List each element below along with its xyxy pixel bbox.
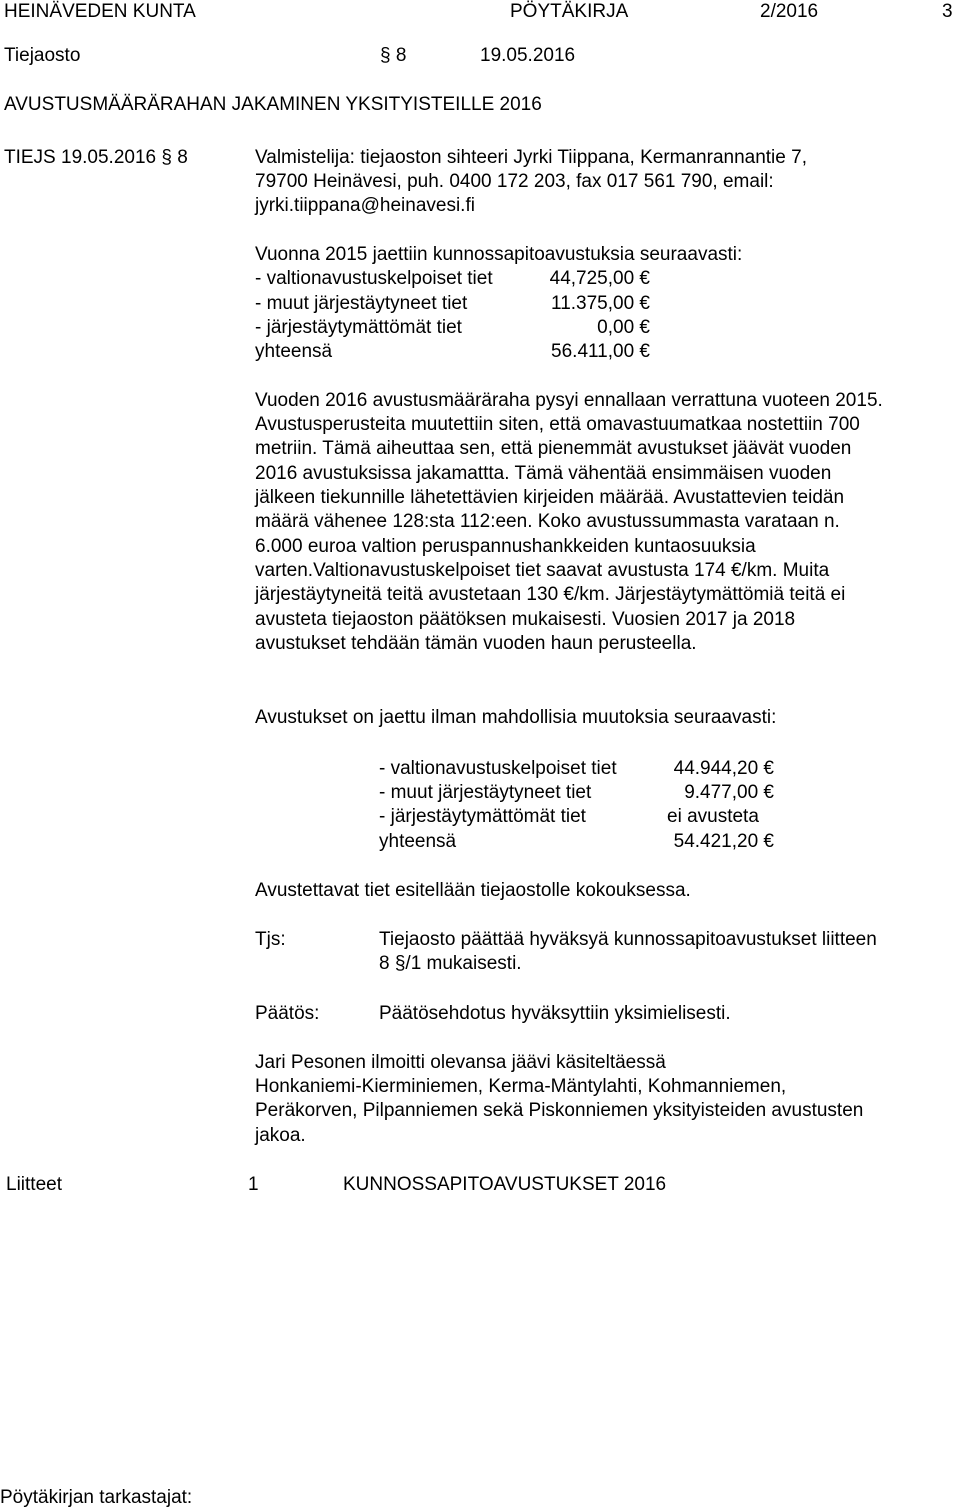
table-2016-intro: Avustukset on jaettu ilman mahdollisia muutoksia seuraavasti: (255, 707, 777, 728)
doc-number: 2/2016 (760, 1, 819, 22)
disqualification-line: Peräkorven, Pilpanniemen sekä Piskonniemen yksityisteiden avustusten (255, 1100, 864, 1121)
body-line: Avustusperusteita muutettiin siten, että omavastuumatkaa nostettiin 700 (255, 414, 860, 435)
body-line: Vuoden 2016 avustusmääräraha pysyi ennallaan verrattuna vuoteen 2015. (255, 390, 883, 411)
body-line: varten.Valtionavustuskelpoiset tiet saavat avustusta 174 €/km. Muita (255, 560, 830, 581)
table-2015-intro: Vuonna 2015 jaettiin kunnossapitoavustuksia seuraavasti: (255, 244, 743, 265)
body-line: jälkeen tiekunnille lähetettävien kirjeiden määrää. Avustattevien teidän (255, 487, 845, 508)
presentation-note: Avustettavat tiet esitellään tiejaostolle kokouksessa. (255, 880, 691, 901)
preparer-line: 79700 Heinävesi, puh. 0400 172 203, fax 017 561 790, email: (255, 171, 774, 192)
disqualification-line: jakoa. (255, 1125, 306, 1146)
body-line: avustukset tehdään tämän vuoden haun perusteella. (255, 633, 697, 654)
table-row-value: 0,00 € (597, 317, 650, 338)
table-row-value: 54.421,20 € (673, 831, 774, 852)
attachment-title: KUNNOSSAPITOAVUSTUKSET 2016 (343, 1174, 667, 1195)
decision-label: Päätös: (255, 1003, 320, 1024)
page-title: AVUSTUSMÄÄRÄRAHAN JAKAMINEN YKSITYISTEILLE 2016 (4, 94, 542, 115)
meeting-date: 19.05.2016 (480, 45, 576, 66)
preparer-email: jyrki.tiippana@heinavesi.fi (255, 195, 475, 216)
body-line: metriin. Tämä aiheuttaa sen, että pienemmät avustukset jäävät vuoden (255, 438, 852, 459)
table-row-label: - valtionavustuskelpoiset tiet (255, 268, 493, 289)
org-name: HEINÄVEDEN KUNTA (4, 1, 196, 22)
doc-type: PÖYTÄKIRJA (510, 1, 629, 22)
table-row-label: - muut järjestäytyneet tiet (379, 782, 592, 803)
attachment-number: 1 (248, 1174, 259, 1195)
body-line: järjestäytyneitä teitä avustetaan 130 €/km. Järjestäytymättömiä teitä ei (255, 584, 846, 605)
table-row-label: yhteensä (255, 341, 333, 362)
proposal-line: Tiejaosto päättää hyväksyä kunnossapitoavustukset liitteen (379, 929, 877, 950)
table-row-label: - muut järjestäytyneet tiet (255, 293, 468, 314)
body-line: määrä vähenee 128:sta 112:een. Koko avustussummasta varataan n. (255, 511, 840, 532)
proposal-label: Tjs: (255, 929, 286, 950)
section-number: § 8 (380, 45, 407, 66)
table-row-label: - valtionavustuskelpoiset tiet (379, 758, 617, 779)
preparer-line: Valmistelija: tiejaoston sihteeri Jyrki Tiippana, Kermanrannantie 7, (255, 147, 807, 168)
table-row-value: 11.375,00 € (551, 293, 650, 314)
body-line: 2016 avustuksissa jakamattta. Tämä vähentää ensimmäisen vuoden (255, 463, 832, 484)
table-row-value: 44.944,20 € (673, 758, 774, 779)
decision-text: Päätösehdotus hyväksyttiin yksimielisesti. (379, 1003, 731, 1024)
page-number: 3 (942, 1, 953, 22)
table-row-label: - järjestäytymättömät tiet (255, 317, 462, 338)
body-line: avusteta tiejaoston päätöksen mukaisesti. Vuosien 2017 ja 2018 (255, 609, 796, 630)
disqualification-line: Jari Pesonen ilmoitti olevansa jäävi käsiteltäessä (255, 1052, 666, 1073)
committee-name: Tiejaosto (4, 45, 81, 66)
item-reference: TIEJS 19.05.2016 § 8 (4, 147, 188, 168)
table-row-value: 9.477,00 € (684, 782, 774, 803)
body-line: 6.000 euroa valtion peruspannushankkeiden kuntaosuuksia (255, 536, 756, 557)
table-row-label: - järjestäytymättömät tiet (379, 806, 586, 827)
proposal-line: 8 §/1 mukaisesti. (379, 953, 522, 974)
table-row-label: yhteensä (379, 831, 457, 852)
attachments-label: Liitteet (6, 1174, 62, 1195)
footer-inspectors: Pöytäkirjan tarkastajat: (0, 1487, 193, 1508)
table-row-value: 56.411,00 € (551, 341, 650, 362)
table-row-value: 44,725,00 € (549, 268, 650, 289)
table-row-value: ei avusteta (667, 806, 759, 827)
disqualification-line: Honkaniemi-Kierminiemen, Kerma-Mäntylahti, Kohmanniemen, (255, 1076, 787, 1097)
